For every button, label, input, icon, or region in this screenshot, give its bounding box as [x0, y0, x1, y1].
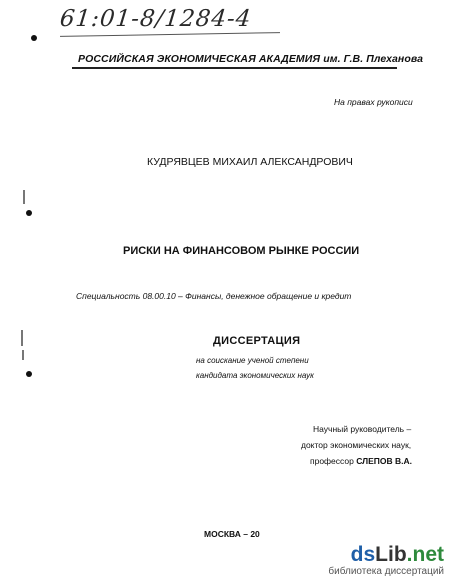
archive-number-underline — [60, 32, 280, 37]
binding-hole-dot — [31, 35, 37, 41]
logo-lib: Lib — [375, 543, 407, 566]
logo-ds: ds — [350, 543, 376, 566]
header-rule — [72, 67, 397, 69]
scan-speck — [23, 190, 25, 204]
degree-line-2: кандидата экономических наук — [196, 371, 314, 380]
logo-net: .net — [406, 543, 444, 566]
supervisor-title: профессор — [310, 456, 354, 466]
academy-name: РОССИЙСКАЯ ЭКОНОМИЧЕСКАЯ АКАДЕМИЯ им. Г.В. Плеханова — [78, 53, 424, 65]
scan-speck — [22, 350, 24, 360]
binding-hole-dot — [26, 371, 32, 377]
manuscript-note: На правах рукописи — [334, 97, 413, 107]
supervisor-label: Научный руководитель – — [313, 424, 412, 434]
dslib-subtitle: библиотека диссертаций — [328, 566, 444, 577]
supervisor-name-line — [310, 456, 412, 466]
document-type: ДИССЕРТАЦИЯ — [213, 335, 301, 347]
supervisor-degree: доктор экономических наук, — [301, 440, 412, 450]
author-name: КУДРЯВЦЕВ МИХАИЛ АЛЕКСАНДРОВИЧ — [147, 156, 353, 168]
archive-number-handwritten: 61:01-8/1284-4 — [58, 6, 253, 32]
supervisor-name: СЛЕПОВ В.А. — [356, 456, 412, 466]
dslib-watermark[interactable] — [328, 544, 444, 578]
city-year: МОСКВА – 20 — [204, 529, 260, 539]
degree-line-1: на соискание ученой степени — [196, 356, 309, 365]
scan-speck — [21, 330, 23, 346]
dissertation-title: РИСКИ НА ФИНАНСОВОМ РЫНКЕ РОССИИ — [123, 245, 360, 257]
binding-hole-dot — [26, 210, 32, 216]
specialty-line: Специальность 08.00.10 – Финансы, денежное обращение и кредит — [76, 291, 352, 301]
dslib-logo — [328, 544, 444, 566]
